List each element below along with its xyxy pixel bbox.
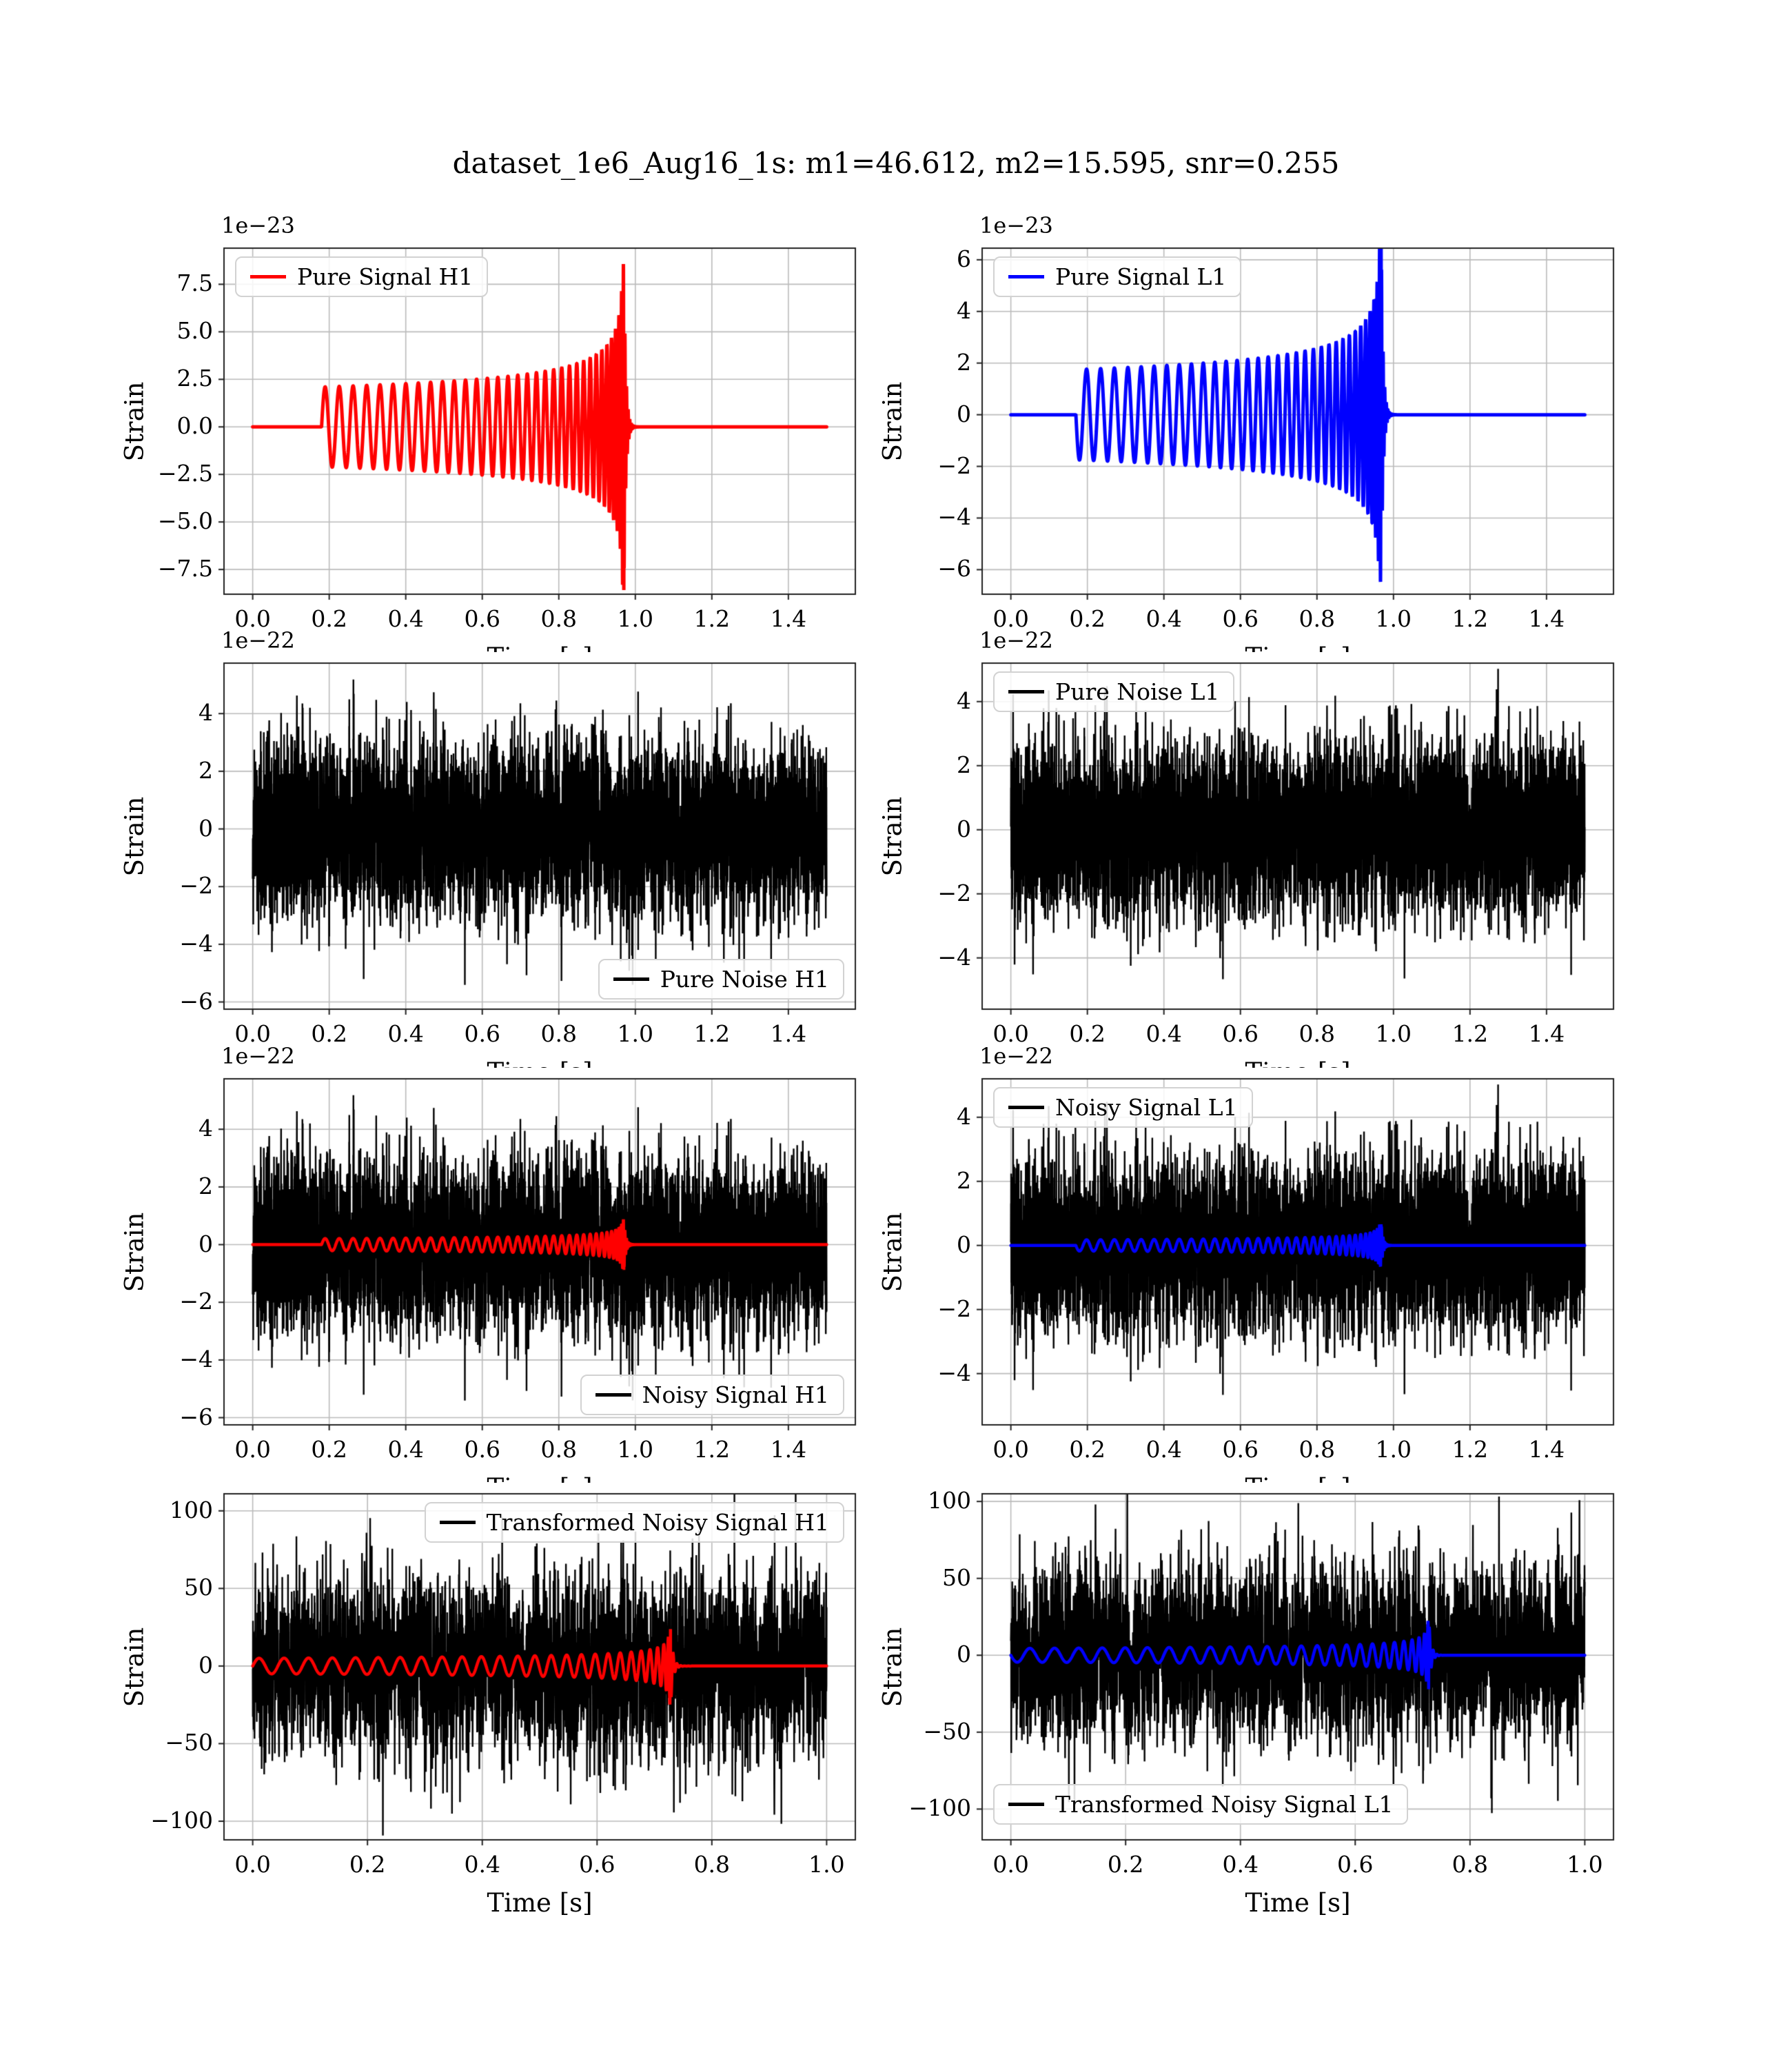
- legend-line-sample: [1008, 690, 1044, 693]
- subplot-pure-signal-h1: [119, 212, 855, 632]
- x-tick-label: 1.2: [693, 1020, 731, 1047]
- x-tick-label: 0.0: [234, 605, 271, 632]
- subplot-transformed-noisy-signal-h1: [119, 1494, 855, 1918]
- y-tick-label: −2: [937, 879, 971, 906]
- legend-noisy-signal-h1: [580, 1375, 844, 1415]
- x-tick-label: 0.6: [1222, 1020, 1259, 1047]
- x-tick-label: 0.0: [992, 1851, 1029, 1878]
- y-tick-label: −2: [179, 1288, 213, 1315]
- x-tick-label: 1.4: [1528, 1020, 1565, 1047]
- subplot-noisy-signal-h1: [119, 1043, 855, 1463]
- y-tick-label: −6: [937, 555, 971, 582]
- x-tick-label: 0.2: [311, 1436, 347, 1463]
- y-tick-label: 2: [198, 1172, 213, 1199]
- x-tick-label: 1.0: [1375, 605, 1412, 632]
- legend-pure-signal-h1: [235, 256, 488, 297]
- y-tick-label: −2.5: [157, 460, 213, 487]
- y-tick-label: −50: [923, 1717, 971, 1745]
- x-tick-label: 1.2: [693, 1436, 731, 1463]
- x-tick-label: 0.4: [387, 605, 424, 632]
- legend-line-sample: [440, 1521, 476, 1524]
- x-tick-label: 0.0: [992, 1020, 1029, 1047]
- x-tick-label: 0.4: [1146, 1436, 1182, 1463]
- y-tick-label: 50: [942, 1563, 971, 1591]
- x-tick-label: 0.6: [579, 1851, 615, 1878]
- x-tick-label: 1.0: [808, 1851, 845, 1878]
- x-tick-label: 1.0: [617, 605, 654, 632]
- y-axis-label-text: Strain: [119, 1627, 150, 1707]
- x-axis-label: Time [s]: [487, 1888, 593, 1918]
- x-tick-label: 1.4: [770, 605, 807, 632]
- legend-label: Pure Noise H1: [660, 966, 829, 993]
- x-tick-label: 0.4: [464, 1851, 500, 1878]
- legend-transformed-noisy-signal-l1: [993, 1784, 1408, 1825]
- x-tick-label: 0.8: [540, 605, 577, 632]
- subplot-pure-noise-l1: [877, 627, 1613, 1047]
- legend-label: Transformed Noisy Signal L1: [1055, 1791, 1394, 1818]
- x-tick-label: 1.2: [1452, 1436, 1489, 1463]
- y-tick-label: −4: [937, 503, 971, 531]
- legend-label: Noisy Signal L1: [1055, 1094, 1238, 1121]
- y-tick-label: 4: [957, 687, 971, 714]
- axis-scale-offset-text: 1e−22: [221, 1043, 295, 1069]
- x-tick-label: 0.2: [1107, 1851, 1144, 1878]
- y-tick-label: 6: [957, 245, 971, 272]
- x-tick-label: 0.0: [234, 1851, 271, 1878]
- axis-scale-offset-text: 1e−22: [979, 627, 1053, 653]
- y-tick-label: 4: [198, 1115, 213, 1142]
- y-tick-label: 0: [198, 1651, 213, 1679]
- axis-scale-offset-text: 1e−22: [979, 1043, 1053, 1069]
- legend-label: Pure Signal H1: [297, 263, 474, 290]
- axis-scale-offset-text: 1e−22: [221, 627, 295, 653]
- x-tick-label: 0.8: [1299, 1436, 1335, 1463]
- y-tick-label: −7.5: [157, 555, 213, 582]
- y-tick-label: 2: [957, 348, 971, 376]
- y-tick-label: −6: [179, 1403, 213, 1430]
- y-tick-label: −6: [179, 987, 213, 1015]
- x-tick-label: 0.4: [1222, 1851, 1259, 1878]
- y-tick-label: −2: [937, 1295, 971, 1322]
- x-tick-label: 0.2: [1069, 1436, 1106, 1463]
- x-tick-label: 1.0: [1375, 1020, 1412, 1047]
- x-tick-label: 1.0: [617, 1020, 654, 1047]
- subplot-pure-signal-l1: [877, 212, 1613, 632]
- y-tick-label: 50: [184, 1574, 213, 1601]
- y-tick-label: 2: [957, 1166, 971, 1194]
- legend-pure-noise-h1: [598, 959, 844, 1000]
- x-tick-label: 0.2: [1069, 605, 1106, 632]
- y-tick-label: 2: [198, 756, 213, 784]
- y-tick-label: 0: [957, 400, 971, 427]
- legend-line-sample: [1008, 1106, 1044, 1109]
- x-tick-label: 0.4: [387, 1436, 424, 1463]
- x-tick-label: 0.0: [234, 1020, 271, 1047]
- y-tick-label: 0: [957, 815, 971, 842]
- legend-label: Noisy Signal H1: [642, 1381, 829, 1408]
- subplot-transformed-noisy-signal-l1: [877, 1487, 1613, 1918]
- x-tick-label: 0.8: [693, 1851, 731, 1878]
- subplot-pure-noise-h1: [119, 627, 855, 1047]
- legend-label: Pure Noise L1: [1055, 678, 1220, 705]
- axis-scale-offset-text: 1e−23: [221, 212, 295, 239]
- y-tick-label: −4: [179, 1345, 213, 1372]
- y-tick-label: 0: [957, 1641, 971, 1668]
- x-tick-label: 0.0: [234, 1436, 271, 1463]
- y-tick-label: 5.0: [176, 317, 213, 345]
- y-tick-label: −4: [937, 943, 971, 971]
- x-tick-label: 0.8: [1299, 605, 1335, 632]
- x-tick-label: 1.4: [1528, 605, 1565, 632]
- y-tick-label: 7.5: [176, 270, 213, 297]
- y-axis-label-text: Strain: [877, 381, 908, 461]
- figure-title: dataset_1e6_Aug16_1s: m1=46.612, m2=15.595, snr=0.255: [452, 146, 1340, 180]
- x-tick-label: 0.4: [1146, 1020, 1182, 1047]
- y-tick-label: −50: [165, 1729, 213, 1756]
- y-axis-label-text: Strain: [877, 1212, 908, 1292]
- x-tick-label: 0.2: [349, 1851, 386, 1878]
- legend-line-sample: [1008, 275, 1044, 278]
- x-tick-label: 0.4: [1146, 605, 1182, 632]
- x-tick-label: 0.2: [311, 1020, 347, 1047]
- legend-line-sample: [595, 1393, 631, 1397]
- y-axis-label-text: Strain: [877, 1627, 908, 1707]
- legend-pure-noise-l1: [993, 671, 1234, 712]
- y-axis-label-text: Strain: [119, 796, 150, 876]
- x-tick-label: 0.8: [1299, 1020, 1335, 1047]
- x-tick-label: 0.2: [1069, 1020, 1106, 1047]
- legend-line-sample: [1008, 1803, 1044, 1806]
- axis-scale-offset-text: 1e−23: [979, 212, 1053, 239]
- y-tick-label: −2: [179, 872, 213, 900]
- y-tick-label: −4: [179, 929, 213, 957]
- x-tick-label: 0.6: [464, 1020, 500, 1047]
- x-tick-label: 1.2: [693, 605, 731, 632]
- y-tick-label: −4: [937, 1359, 971, 1386]
- x-tick-label: 1.2: [1452, 1020, 1489, 1047]
- y-tick-label: 100: [170, 1496, 213, 1523]
- x-tick-label: 1.0: [1567, 1851, 1603, 1878]
- x-tick-label: 0.8: [540, 1436, 577, 1463]
- y-axis-label-text: Strain: [119, 1212, 150, 1292]
- y-tick-label: 0: [198, 814, 213, 842]
- x-tick-label: 1.4: [770, 1020, 807, 1047]
- y-tick-label: 0.0: [176, 412, 213, 440]
- y-axis-label-text: Strain: [877, 796, 908, 876]
- x-tick-label: 0.0: [992, 605, 1029, 632]
- x-axis-label: Time [s]: [1245, 1888, 1351, 1918]
- x-tick-label: 1.4: [770, 1436, 807, 1463]
- x-tick-label: 1.0: [617, 1436, 654, 1463]
- y-tick-label: 2.5: [176, 365, 213, 392]
- x-tick-label: 0.0: [992, 1436, 1029, 1463]
- y-tick-label: −100: [908, 1794, 971, 1822]
- x-tick-label: 0.8: [540, 1020, 577, 1047]
- x-tick-label: 0.6: [464, 605, 500, 632]
- x-tick-label: 1.2: [1452, 605, 1489, 632]
- y-tick-label: 4: [957, 1102, 971, 1130]
- x-tick-label: 0.6: [1222, 605, 1259, 632]
- x-tick-label: 0.6: [1222, 1436, 1259, 1463]
- x-tick-label: 1.0: [1375, 1436, 1412, 1463]
- x-tick-label: 0.6: [464, 1436, 500, 1463]
- legend-transformed-noisy-signal-h1: [425, 1502, 844, 1543]
- y-tick-label: 0: [198, 1230, 213, 1257]
- y-tick-label: −5.0: [157, 507, 213, 535]
- legend-line-sample: [613, 977, 649, 981]
- x-tick-label: 0.4: [387, 1020, 424, 1047]
- y-tick-label: 100: [928, 1487, 971, 1514]
- legend-line-sample: [250, 275, 286, 278]
- y-tick-label: 4: [198, 699, 213, 727]
- y-tick-label: 2: [957, 751, 971, 778]
- y-axis-label-text: Strain: [119, 381, 150, 461]
- y-tick-label: −2: [937, 452, 971, 479]
- y-tick-label: 4: [957, 296, 971, 324]
- y-tick-label: −100: [150, 1806, 213, 1834]
- legend-label: Transformed Noisy Signal H1: [486, 1509, 829, 1536]
- subplot-noisy-signal-l1: [877, 1043, 1613, 1463]
- legend-label: Pure Signal L1: [1055, 263, 1227, 290]
- x-tick-label: 1.4: [1528, 1436, 1565, 1463]
- x-tick-label: 0.8: [1452, 1851, 1489, 1878]
- legend-noisy-signal-l1: [993, 1087, 1253, 1128]
- y-tick-label: 0: [957, 1230, 971, 1258]
- x-tick-label: 0.6: [1337, 1851, 1374, 1878]
- x-tick-label: 0.2: [311, 605, 347, 632]
- legend-pure-signal-l1: [993, 256, 1241, 297]
